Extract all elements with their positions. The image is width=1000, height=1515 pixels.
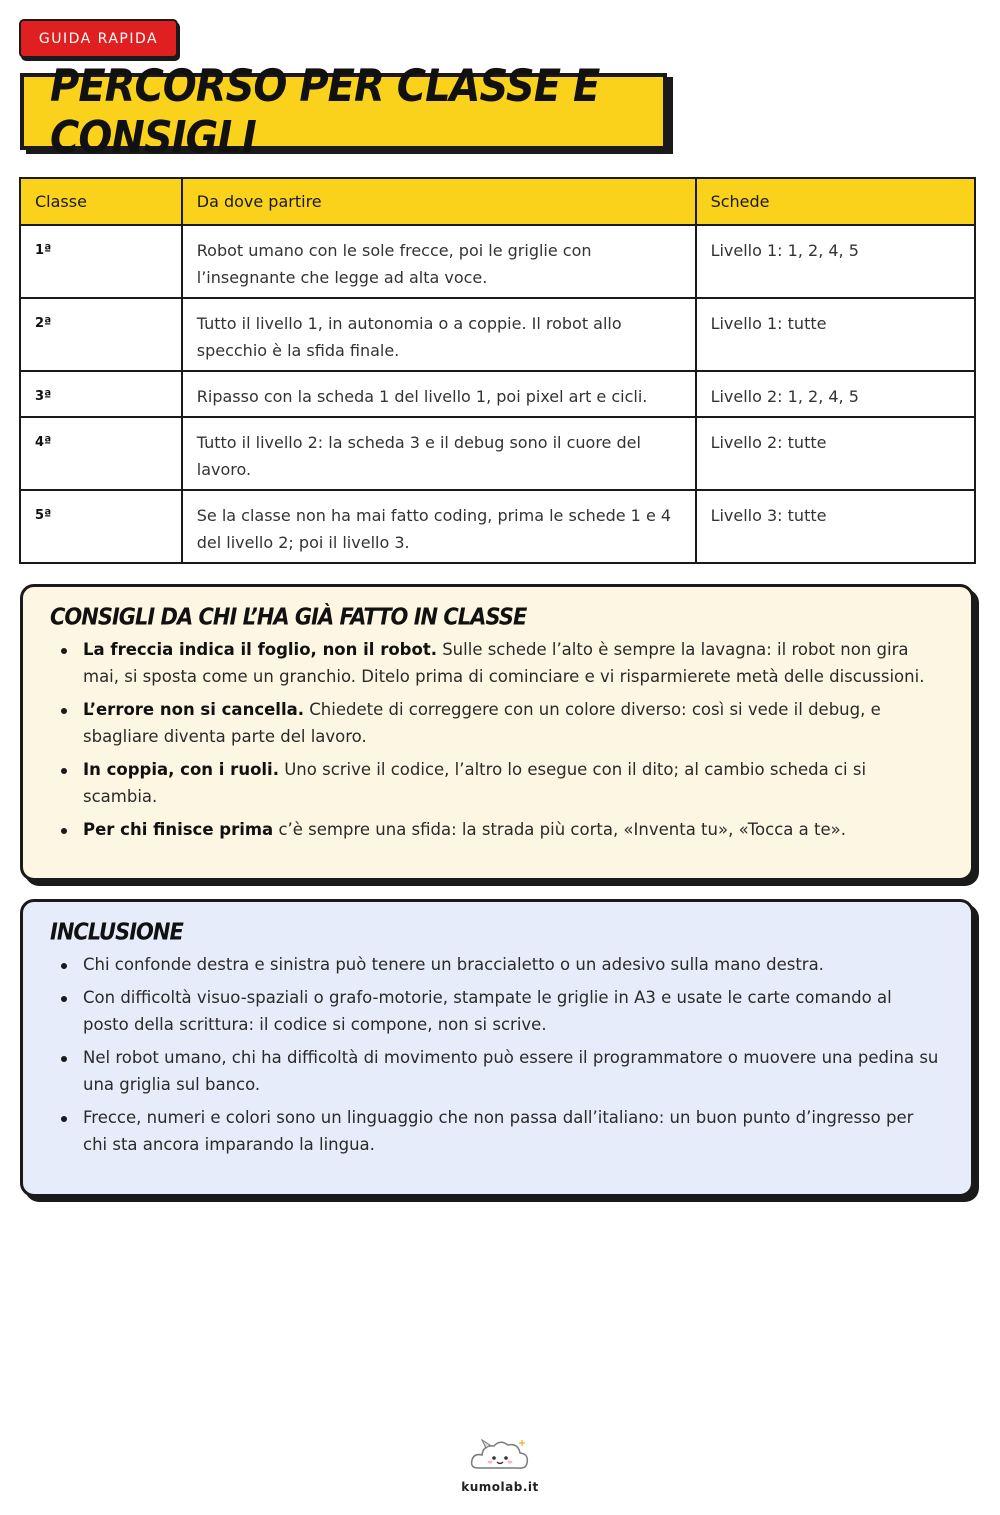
column-header-schede: Schede — [696, 178, 975, 225]
tip-bold: Per chi finisce prima — [83, 820, 274, 839]
site-url: kumolab.it — [461, 1480, 539, 1494]
class-path-table — [19, 177, 976, 564]
cell-classe: 4ª — [20, 417, 182, 490]
cell-classe: 1ª — [20, 225, 182, 298]
inclusion-list — [50, 951, 941, 1158]
list-item — [50, 816, 941, 843]
cell-partenza: Ripasso con la scheda 1 del livello 1, poi pixel art e cicli. — [182, 371, 696, 417]
tips-panel — [20, 584, 974, 881]
inclusion-panel — [20, 899, 974, 1197]
table-row — [20, 417, 975, 490]
tips-heading: CONSIGLI DA CHI L’HA GIÀ FATTO IN CLASSE — [50, 604, 527, 630]
list-item: Chi confonde destra e sinistra può tenere un braccialetto o un adesivo sulla mano destra. — [50, 951, 941, 978]
cell-schede: Livello 3: tutte — [696, 490, 975, 563]
table-row — [20, 490, 975, 563]
table-row — [20, 371, 975, 417]
tip-bold: La freccia indica il foglio, non il robot. — [83, 640, 437, 659]
page-title: PERCORSO PER CLASSE E CONSIGLI — [50, 59, 600, 164]
table-header-row — [20, 178, 975, 225]
tip-text: Uno scrive il codice, l’altro lo esegue con il dito; al cambio scheda ci si scambia. — [83, 760, 867, 806]
tip-text: Sulle schede l’alto è sempre la lavagna: il robot non gira mai, si sposta come un granchio. Ditelo prima di cominciare e vi risparmierete metà delle discussioni. — [83, 640, 925, 686]
cloud-mascot-icon — [0, 1436, 1000, 1476]
table-row — [20, 225, 975, 298]
tip-text: c’è sempre una sfida: la strada più corta, «Inventa tu», «Tocca a te». — [273, 820, 846, 839]
cell-partenza: Se la classe non ha mai fatto coding, prima le schede 1 e 4 del livello 2; poi il livello 3. — [182, 490, 696, 563]
tip-bold: L’errore non si cancella. — [83, 700, 305, 719]
list-item — [50, 636, 941, 690]
list-item: Con difficoltà visuo-spaziali o grafo-motorie, stampate le griglie in A3 e usate le carte comando al posto della scrittura: il codice si compone, non si scrive. — [50, 984, 941, 1038]
guide-badge: GUIDA RAPIDA — [19, 19, 178, 58]
tip-bold: In coppia, con i ruoli. — [83, 760, 279, 779]
inclusion-heading: INCLUSIONE — [50, 919, 183, 945]
cell-partenza: Tutto il livello 1, in autonomia o a coppie. Il robot allo specchio è la sfida finale. — [182, 298, 696, 371]
column-header-partenza: Da dove partire — [182, 178, 696, 225]
title-banner — [20, 59, 667, 164]
list-item — [50, 696, 941, 750]
cell-classe: 2ª — [20, 298, 182, 371]
tips-list — [50, 636, 941, 843]
cell-schede: Livello 2: tutte — [696, 417, 975, 490]
cell-schede: Livello 1: tutte — [696, 298, 975, 371]
cell-classe: 5ª — [20, 490, 182, 563]
tip-text: Chiedete di correggere con un colore diverso: così si vede il debug, e sbagliare diventa parte del lavoro. — [83, 700, 881, 746]
list-item: Nel robot umano, chi ha difficoltà di movimento può essere il programmatore o muovere una pedina su una griglia sul banco. — [50, 1044, 941, 1098]
cell-schede: Livello 1: 1, 2, 4, 5 — [696, 225, 975, 298]
footer — [0, 1436, 1000, 1494]
list-item: Frecce, numeri e colori sono un linguaggio che non passa dall’italiano: un buon punto d’ingresso per chi sta ancora imparando la lingua. — [50, 1104, 941, 1158]
table-row — [20, 298, 975, 371]
cell-partenza: Tutto il livello 2: la scheda 3 e il debug sono il cuore del lavoro. — [182, 417, 696, 490]
cell-classe: 3ª — [20, 371, 182, 417]
cell-schede: Livello 2: 1, 2, 4, 5 — [696, 371, 975, 417]
list-item — [50, 756, 941, 810]
column-header-classe: Classe — [20, 178, 182, 225]
cell-partenza: Robot umano con le sole frecce, poi le griglie con l’insegnante che legge ad alta voce. — [182, 225, 696, 298]
